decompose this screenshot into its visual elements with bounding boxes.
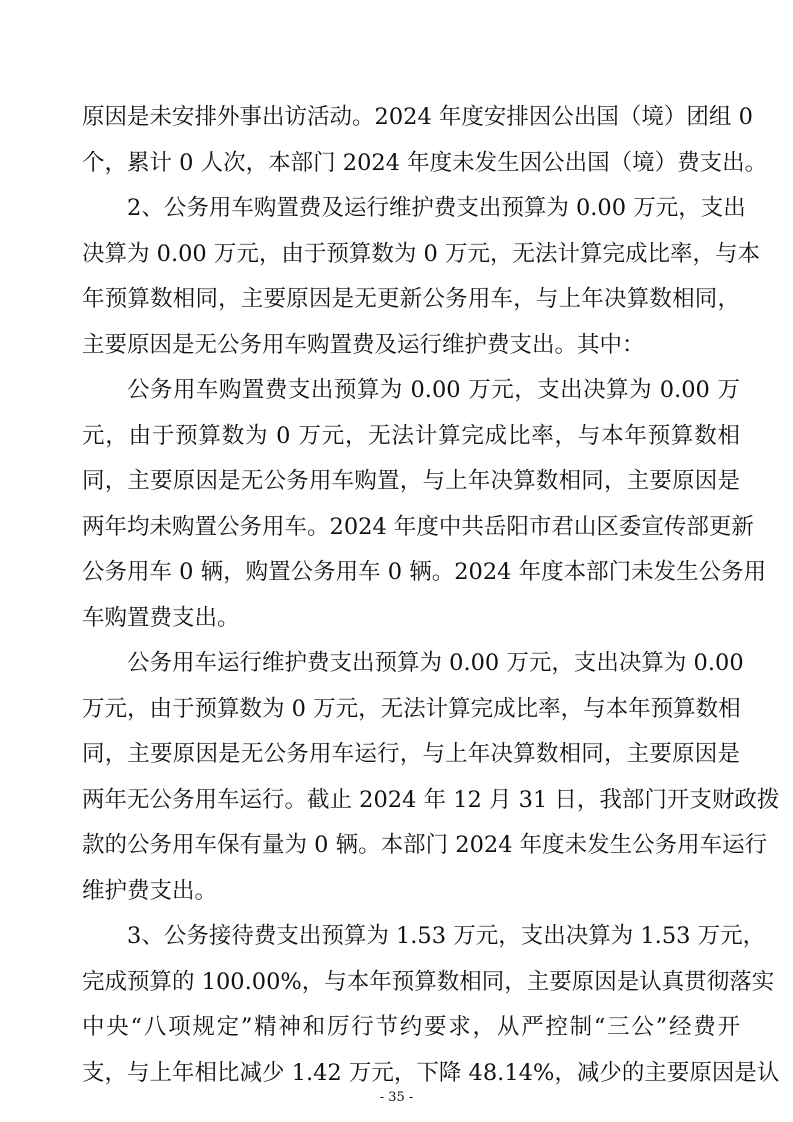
text-line: 两年均未购置公务用车。2024 年度中共岳阳市君山区委宣传部更新: [82, 513, 754, 540]
text-line: 原因是未安排外事出访活动。2024 年度安排因公出国（境）团组 0: [82, 104, 753, 130]
text-line: 维护费支出。: [82, 877, 218, 904]
text-line: 决算为 0.00 万元，由于预算数为 0 万元，无法计算完成比率，与本: [82, 240, 761, 267]
page-number: - 35 -: [379, 1090, 414, 1105]
text-line: 元，由于预算数为 0 万元，无法计算完成比率，与本年预算数相: [82, 422, 740, 449]
document-body: [82, 95, 780, 1096]
text-line: 车购置费支出。: [82, 604, 240, 631]
text-line: 主要原因是无公务用车购置费及运行维护费支出。其中：: [82, 331, 645, 358]
text-line: 个，累计 0 人次，本部门 2024 年度未发生因公出国（境）费支出。: [82, 149, 768, 176]
text-line: 同，主要原因是无公务用车购置，与上年决算数相同，主要原因是: [82, 468, 740, 494]
text-line: 同，主要原因是无公务用车运行，与上年决算数相同，主要原因是: [82, 741, 740, 767]
text-line: 公务用车 0 辆，购置公务用车 0 辆。2024 年度本部门未发生公务用: [82, 559, 767, 585]
text-line: 支，与上年相比减少 1.42 万元，下降 48.14%，减少的主要原因是认: [82, 1059, 780, 1086]
text-line: 2、公务用车购置费及运行维护费支出预算为 0.00 万元，支出: [127, 195, 746, 221]
text-line: 公务用车运行维护费支出预算为 0.00 万元，支出决算为 0.00: [127, 650, 744, 676]
text-line: 款的公务用车保有量为 0 辆。本部门 2024 年度未发生公务用车运行: [82, 832, 768, 858]
text-line: 两年无公务用车运行。截止 2024 年 12 月 31 日，我部门开支财政拨: [82, 786, 780, 813]
text-line: 万元，由于预算数为 0 万元，无法计算完成比率，与本年预算数相: [82, 695, 741, 722]
text-line: 年预算数相同，主要原因是无更新公务用车，与上年决算数相同，: [82, 286, 740, 312]
text-line: 中央“八项规定”精神和厉行节约要求，从严控制“三公”经费开: [82, 1014, 740, 1040]
text-line: 完成预算的 100.00%，与本年预算数相同，主要原因是认真贯彻落实: [82, 968, 775, 995]
text-line: 3、公务接待费支出预算为 1.53 万元，支出决算为 1.53 万元，: [127, 923, 766, 949]
text-line: 公务用车购置费支出预算为 0.00 万元，支出决算为 0.00 万: [127, 377, 740, 403]
